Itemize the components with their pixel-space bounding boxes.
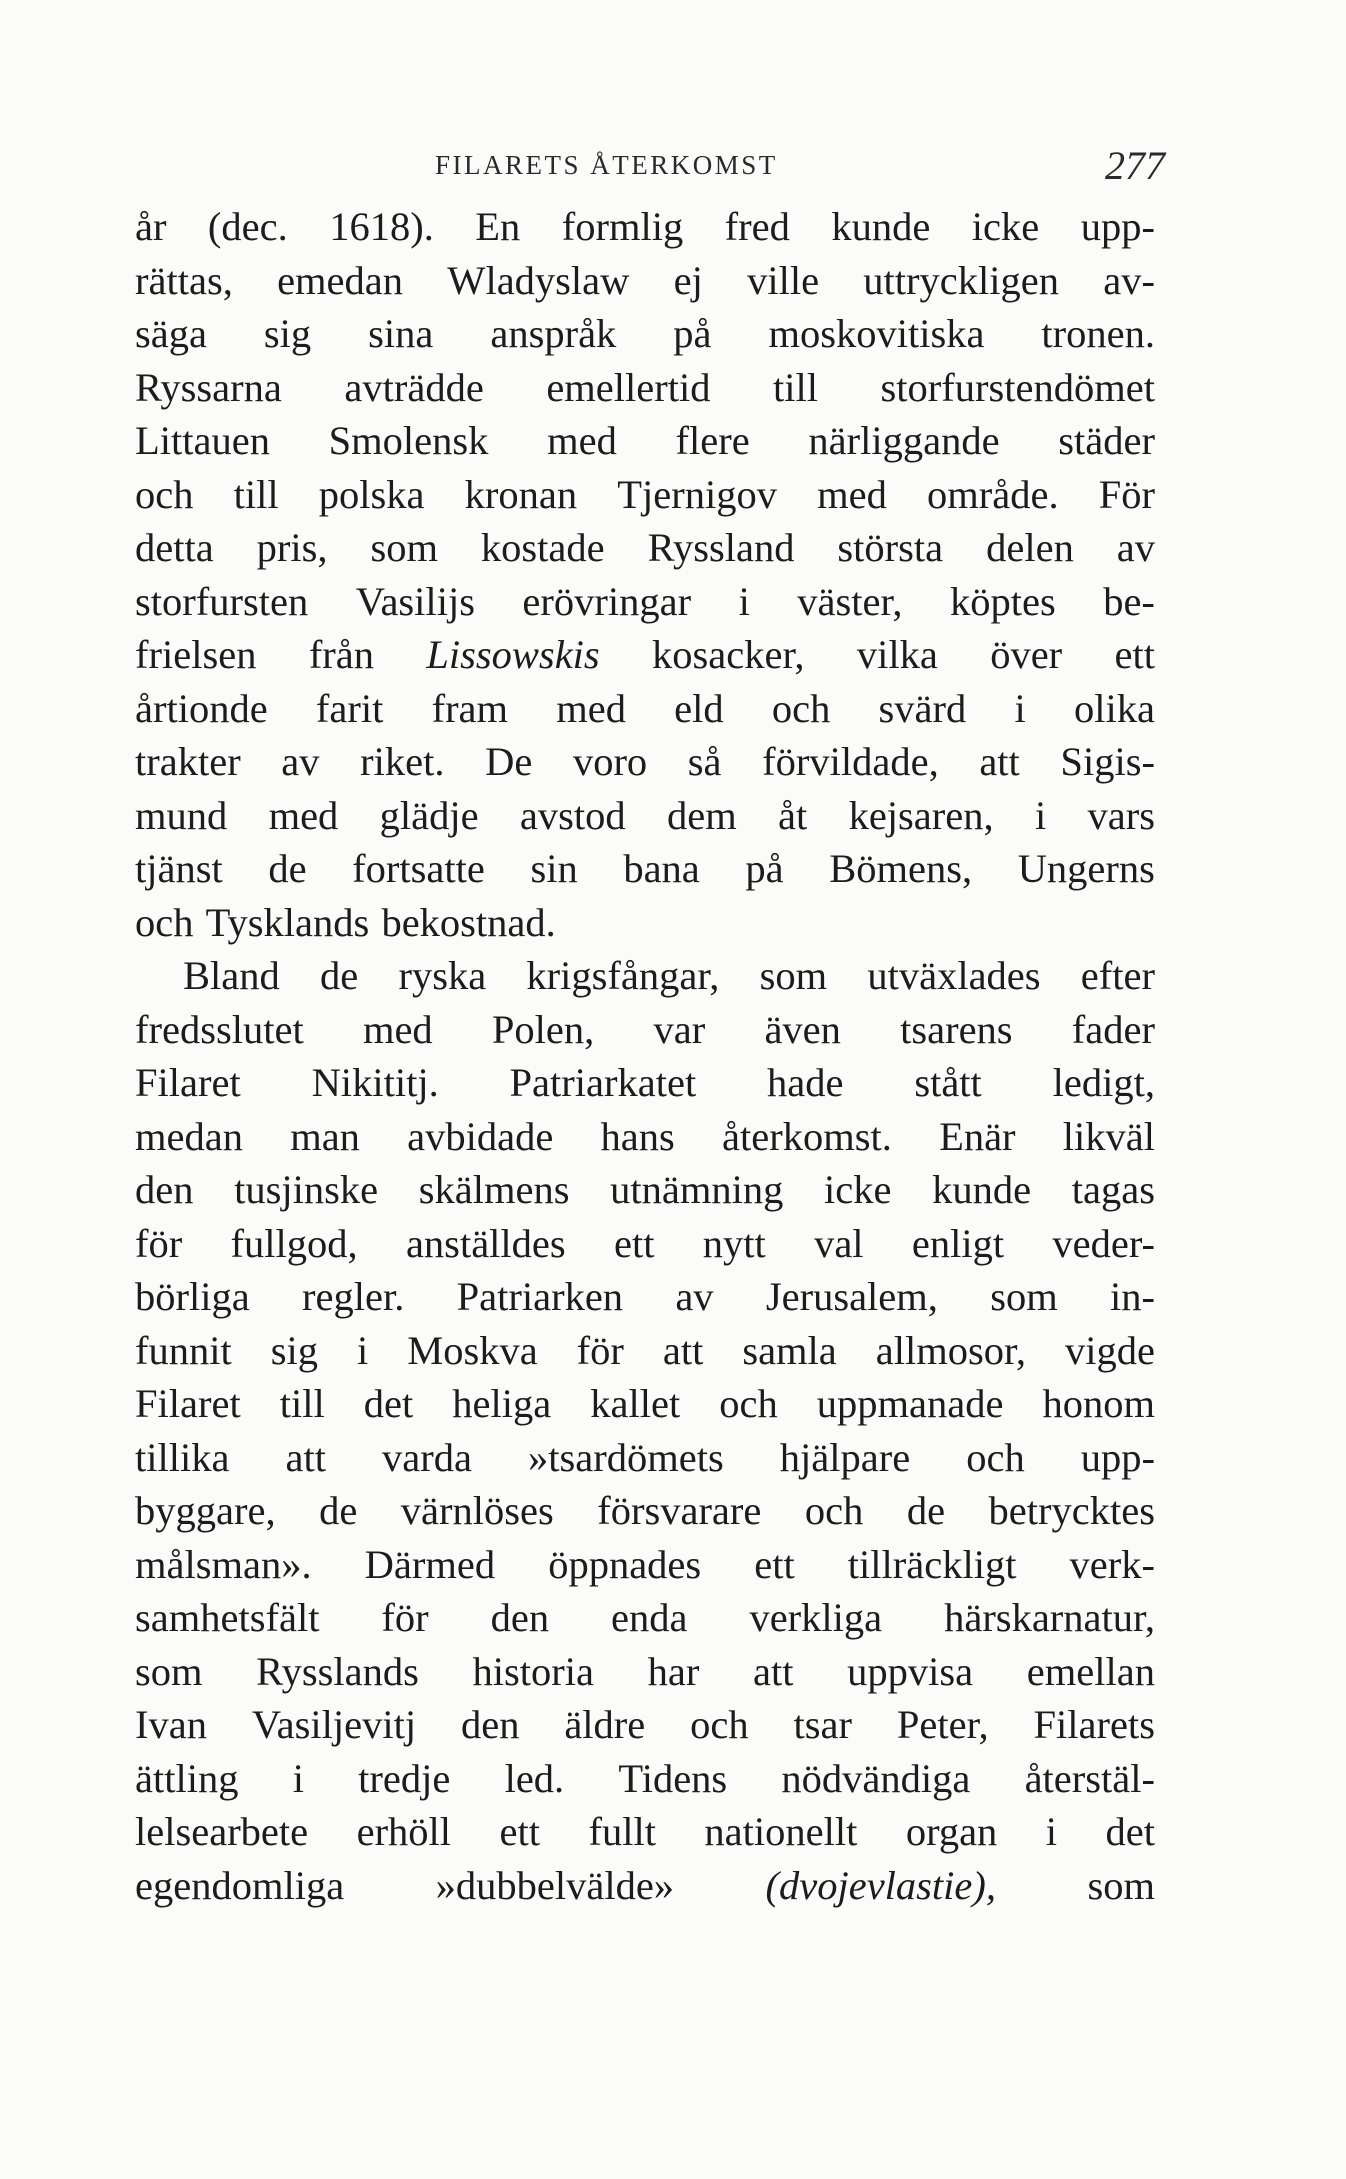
word: köptes <box>949 578 1056 624</box>
text-line <box>135 468 1155 522</box>
page-number: 277 <box>1105 143 1165 188</box>
word: Patriarken <box>456 1274 624 1319</box>
word: den <box>490 1595 550 1640</box>
word: det <box>1105 1809 1155 1854</box>
word: även <box>764 1006 841 1052</box>
word: betrycktes <box>988 1488 1155 1533</box>
word: att <box>979 739 1020 784</box>
word: eld <box>674 685 724 731</box>
word: öppnades <box>548 1541 702 1587</box>
word: funnit <box>135 1327 232 1373</box>
word: kronan <box>464 471 578 517</box>
word: Sigis- <box>1060 739 1155 784</box>
word: storfurstendömet <box>880 364 1155 410</box>
text-line <box>135 1645 1155 1699</box>
word: äldre <box>564 1702 646 1747</box>
word: hade <box>767 1060 844 1105</box>
word: tsarens <box>900 1006 1013 1052</box>
word: Smolensk <box>328 418 489 463</box>
word: börliga <box>135 1274 250 1319</box>
word: med <box>817 471 887 517</box>
word: från <box>308 632 375 677</box>
word: De <box>485 739 533 784</box>
word: ej <box>673 257 703 303</box>
word: återstäl- <box>1024 1755 1155 1801</box>
word: ledigt, <box>1052 1060 1155 1105</box>
word: kunde <box>831 204 931 249</box>
word: delen <box>986 525 1074 570</box>
word: Vasiljevitj <box>251 1702 417 1747</box>
word: de <box>319 1488 358 1533</box>
word: upp- <box>1080 1434 1155 1480</box>
word: försvarare <box>597 1488 762 1533</box>
word: till <box>773 364 819 410</box>
word: område. <box>927 471 1059 517</box>
word: fortsatte <box>352 846 485 891</box>
word: avträdde <box>344 364 484 410</box>
word: kejsaren, <box>848 792 994 838</box>
word: regler. <box>302 1274 405 1319</box>
word: åt <box>778 792 808 838</box>
text-line <box>135 949 1155 1003</box>
word: icke <box>971 204 1040 249</box>
word: säga <box>135 311 207 356</box>
word: till <box>233 471 279 517</box>
word: val <box>814 1220 864 1266</box>
word: och <box>966 1434 1025 1480</box>
word: var <box>653 1006 706 1052</box>
word: farit <box>315 685 384 731</box>
word: efter <box>1080 953 1155 998</box>
word: förvildade, <box>762 739 939 784</box>
text-line <box>135 1698 1155 1752</box>
text-line <box>135 896 1155 950</box>
word: polska <box>318 471 425 517</box>
word: värnlöses <box>400 1488 554 1533</box>
word: hans <box>600 1113 675 1159</box>
word: i <box>1014 685 1026 731</box>
word: och <box>804 1488 864 1533</box>
word: för <box>576 1327 624 1373</box>
text-line <box>135 1270 1155 1324</box>
word: de <box>906 1488 946 1533</box>
text-line <box>135 1484 1155 1538</box>
word: avstod <box>519 792 626 838</box>
word: Rysslands <box>256 1648 419 1694</box>
word: uttryckligen <box>863 257 1059 303</box>
word: upp- <box>1080 204 1155 249</box>
word: emellertid <box>546 364 711 410</box>
word: de <box>268 846 307 891</box>
word: att <box>662 1327 704 1373</box>
word: med <box>362 1006 433 1052</box>
word: hjälpare <box>779 1434 911 1480</box>
word: årtionde <box>135 685 268 731</box>
word: nödvändiga <box>781 1755 971 1801</box>
word: riket. <box>360 739 445 784</box>
word: den <box>460 1702 520 1747</box>
word: kosacker, <box>652 632 805 677</box>
word: sig <box>263 311 312 356</box>
text-line <box>135 1110 1155 1164</box>
text-line <box>135 1217 1155 1271</box>
word: Filaret <box>135 1060 241 1105</box>
word: härskarnatur, <box>944 1595 1155 1640</box>
word: på <box>745 846 784 891</box>
word: erövringar <box>522 578 692 624</box>
word: organ <box>905 1809 998 1854</box>
word: likväl <box>1062 1113 1155 1159</box>
word: uppmanade <box>816 1381 1004 1426</box>
word: utväxlades <box>867 953 1041 998</box>
word: av <box>281 739 320 784</box>
word: fred <box>724 204 790 249</box>
text-line <box>135 521 1155 575</box>
word: tusjinske <box>234 1167 379 1212</box>
word: som <box>1087 1862 1155 1908</box>
word: som <box>990 1274 1058 1319</box>
word: enligt <box>911 1220 1005 1266</box>
word: ett <box>613 1220 655 1266</box>
word: Filaret <box>135 1381 241 1426</box>
word: ville <box>747 257 820 303</box>
word: till <box>279 1381 325 1426</box>
word: lelsearbete <box>135 1809 309 1854</box>
word: skälmens <box>418 1167 570 1212</box>
word: väster, <box>797 578 903 624</box>
word: olika <box>1073 685 1155 731</box>
word: anställdes <box>405 1220 566 1266</box>
word: heliga <box>452 1381 552 1426</box>
word: det <box>363 1381 414 1426</box>
word: emedan <box>277 257 403 303</box>
word: av- <box>1103 257 1155 303</box>
word: fram <box>431 685 509 731</box>
word: Wladyslaw <box>447 257 630 303</box>
text-line <box>135 1431 1155 1485</box>
word: verk- <box>1069 1541 1155 1587</box>
word: Ivan <box>135 1702 207 1747</box>
text-line <box>135 414 1155 468</box>
word: över <box>990 632 1063 677</box>
word: som <box>759 953 828 998</box>
running-head: FILARETS ÅTERKOMST <box>435 150 778 180</box>
word: be- <box>1103 578 1155 624</box>
word: ättling <box>135 1755 239 1801</box>
word: som <box>370 525 438 570</box>
word: ett <box>1114 632 1155 677</box>
word: emellan <box>1026 1648 1155 1694</box>
word: de <box>319 953 359 998</box>
text-line <box>135 1377 1155 1431</box>
text-line <box>135 789 1155 843</box>
word: med <box>547 418 617 463</box>
word: honom <box>1042 1381 1155 1426</box>
word: Jerusalem, <box>765 1274 938 1319</box>
text-line <box>135 842 1155 896</box>
word: i <box>738 578 750 624</box>
word: Polen, <box>491 1006 595 1052</box>
word: Filarets <box>1033 1702 1155 1747</box>
word: att <box>753 1648 794 1694</box>
word: moskovitiska <box>768 311 985 356</box>
word: Tysklands <box>205 899 370 945</box>
word: icke <box>824 1167 892 1212</box>
word: fader <box>1071 1006 1155 1052</box>
word: Ryssarna <box>135 364 282 410</box>
word: (dec. <box>207 204 288 249</box>
text-line <box>135 1003 1155 1057</box>
text-line <box>135 307 1155 361</box>
word: Ungerns <box>1017 846 1155 891</box>
word: nytt <box>702 1220 766 1266</box>
word: 1618). <box>329 204 434 249</box>
word: målsman». <box>135 1541 312 1587</box>
word: Bland <box>183 953 280 998</box>
word: av <box>675 1274 714 1319</box>
word: största <box>837 525 944 570</box>
word: ryska <box>398 953 487 998</box>
word: bana <box>623 846 700 891</box>
word: med <box>556 685 626 731</box>
word: »dubbelvälde» <box>435 1862 675 1908</box>
text-line <box>135 682 1155 736</box>
word: Moskva <box>407 1327 538 1373</box>
word: samla <box>742 1327 837 1373</box>
word: och <box>135 471 194 517</box>
word: mund <box>135 792 228 838</box>
page-header <box>135 142 1165 192</box>
word: uppvisa <box>847 1648 974 1694</box>
word: Patriarkatet <box>509 1060 697 1105</box>
word: man <box>290 1113 360 1159</box>
word: Tidens <box>618 1755 728 1801</box>
word: tsar <box>793 1702 852 1747</box>
word: Därmed <box>364 1541 496 1587</box>
word: tjänst <box>135 846 223 891</box>
word: vigde <box>1064 1327 1155 1373</box>
word: tillika <box>135 1434 230 1480</box>
word: formlig <box>561 204 684 249</box>
word: glädje <box>379 792 479 838</box>
word: samhetsfält <box>135 1595 320 1640</box>
word: flere <box>675 418 750 463</box>
word: år <box>135 204 167 249</box>
word: Bömens, <box>829 846 973 891</box>
word: Nikititj. <box>311 1060 439 1105</box>
word: den <box>135 1167 194 1212</box>
word: trakter <box>135 739 241 784</box>
word: nationellt <box>704 1809 858 1854</box>
word: och <box>771 685 831 731</box>
text-line <box>135 254 1155 308</box>
word: och <box>719 1381 778 1426</box>
word: med <box>268 792 339 838</box>
word: (dvojevlastie), <box>765 1862 997 1908</box>
word: krigsfångar, <box>526 953 720 998</box>
word: En <box>475 204 521 249</box>
text-line <box>135 1538 1155 1592</box>
word: för <box>135 1220 183 1266</box>
text-line <box>135 1859 1155 1913</box>
word: Peter, <box>896 1702 989 1747</box>
word: som <box>135 1648 203 1694</box>
body-text <box>135 200 1155 1912</box>
word: Enär <box>939 1113 1016 1159</box>
word: Tjernigov <box>617 471 777 517</box>
word: av <box>1116 525 1155 570</box>
text-line <box>135 1056 1155 1110</box>
word: och <box>135 899 194 945</box>
word: utnämning <box>610 1167 784 1212</box>
word: detta <box>135 525 214 570</box>
text-line <box>135 1591 1155 1645</box>
word: allmosor, <box>875 1327 1026 1373</box>
text-line <box>135 628 1155 682</box>
word: historia <box>472 1648 594 1694</box>
word: tronen. <box>1041 311 1155 356</box>
word: närliggande <box>808 418 1000 463</box>
word: vilka <box>856 632 938 677</box>
word: dem <box>666 792 737 838</box>
word: Lissowskis <box>426 632 600 677</box>
word: kostade <box>480 525 605 570</box>
word: fullgod, <box>230 1220 358 1266</box>
word: Littauen <box>135 418 270 463</box>
word: stått <box>914 1060 982 1105</box>
word: tagas <box>1071 1167 1155 1212</box>
word: Vasilijs <box>355 578 475 624</box>
word: har <box>647 1648 700 1694</box>
text-line <box>135 1752 1155 1806</box>
word: Ryssland <box>647 525 795 570</box>
word: voro <box>572 739 648 784</box>
word: så <box>687 739 722 784</box>
word: »tsardömets <box>528 1434 724 1480</box>
word: att <box>285 1434 327 1480</box>
word: i <box>1045 1809 1058 1854</box>
word: tredje <box>358 1755 451 1801</box>
word: För <box>1098 471 1155 517</box>
word: varda <box>382 1434 472 1480</box>
word: för <box>381 1595 429 1640</box>
word: avbidade <box>407 1113 554 1159</box>
word: kunde <box>932 1167 1032 1212</box>
word: i <box>356 1327 369 1373</box>
word: fullt <box>588 1809 656 1854</box>
word: sig <box>270 1327 318 1373</box>
text-line <box>135 361 1155 415</box>
word: bekostnad. <box>381 899 556 945</box>
word: medan <box>135 1113 243 1159</box>
word: verkliga <box>749 1595 883 1640</box>
word: tillräckligt <box>847 1541 1017 1587</box>
word: städer <box>1058 418 1155 463</box>
word: anspråk <box>490 311 617 356</box>
word: sin <box>530 846 578 891</box>
text-line <box>135 200 1155 254</box>
word: erhöll <box>356 1809 452 1854</box>
text-line <box>135 1324 1155 1378</box>
word: vars <box>1087 792 1155 838</box>
word: ett <box>754 1541 795 1587</box>
word: in- <box>1110 1274 1155 1319</box>
word: egendomliga <box>135 1862 345 1908</box>
word: enda <box>611 1595 688 1640</box>
text-line <box>135 735 1155 789</box>
word: pris, <box>256 525 328 570</box>
word: på <box>673 311 712 356</box>
word: byggare, <box>135 1488 276 1533</box>
word: ett <box>499 1809 540 1854</box>
word: kallet <box>590 1381 681 1426</box>
word: storfursten <box>135 578 309 624</box>
word: i <box>292 1755 304 1801</box>
word: rättas, <box>135 257 233 303</box>
word: veder- <box>1052 1220 1155 1266</box>
text-line <box>135 1163 1155 1217</box>
word: i <box>1034 792 1047 838</box>
word: frielsen <box>135 632 257 677</box>
word: fredsslutet <box>135 1006 304 1052</box>
word: led. <box>504 1755 565 1801</box>
text-line <box>135 1805 1155 1859</box>
text-line <box>135 575 1155 629</box>
word: och <box>690 1702 749 1747</box>
word: sina <box>368 311 434 356</box>
word: återkomst. <box>722 1113 892 1159</box>
word: svärd <box>878 685 967 731</box>
